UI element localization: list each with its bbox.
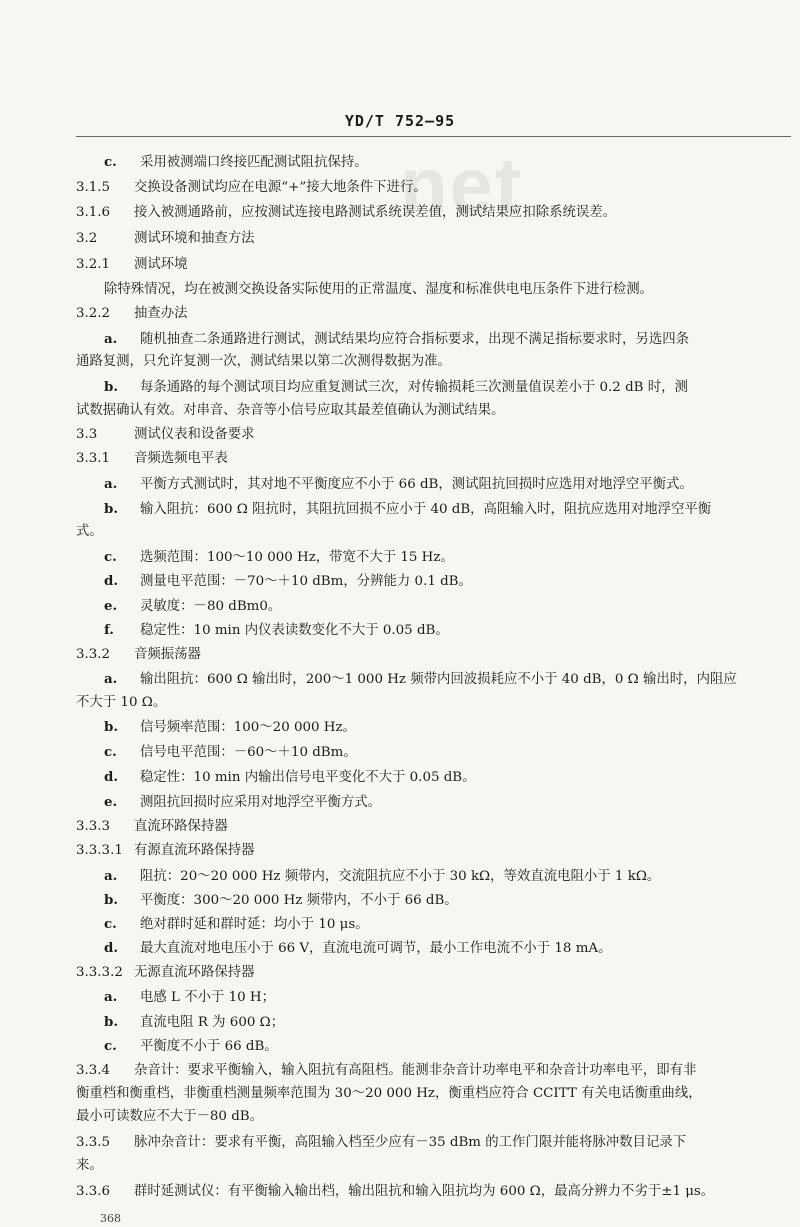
line-text: 交换设备测试均应在电源“+”接大地条件下进行。 [134, 180, 427, 195]
section-line [76, 1133, 792, 1153]
line-text: 通路复测，只允许复测一次，测试结果以第二次测得数据为准。 [76, 354, 451, 369]
line-text: 直流环路保持器 [134, 819, 228, 834]
line-text: 除特殊情况，均在被测交换设备实际使用的正常温度、湿度和标准供电电压条件下进行检测。 [104, 282, 654, 297]
section-line [76, 178, 792, 198]
list-marker: c. [104, 154, 117, 170]
list-item-line [76, 987, 800, 1008]
section-number: 3.3.5 [76, 1135, 111, 1150]
list-marker: b. [104, 1014, 119, 1030]
line-text: 选频范围：100～10 000 Hz，带宽不大于 15 Hz。 [140, 550, 454, 565]
line-text: 信号电平范围：－60～＋10 dBm。 [140, 745, 357, 760]
line-text: 直流电阻 R 为 600 Ω； [140, 1015, 285, 1030]
list-marker: d. [104, 573, 119, 589]
section-number: 3.3.3.1 [76, 843, 123, 858]
watermark: net [400, 141, 523, 229]
line-text: 随机抽查二条通路进行测试，测试结果均应符合指标要求，出现不满足指标要求时，另选四条 [140, 332, 690, 347]
section-number: 3.3.2 [76, 647, 111, 662]
section-number: 3.2.2 [76, 306, 111, 321]
section-line [76, 203, 792, 223]
list-marker: b. [104, 892, 119, 908]
list-item-line [76, 792, 800, 813]
list-item-line [76, 329, 800, 350]
line-text: 测试环境和抽查方法 [134, 231, 255, 246]
line-text: 稳定性：10 min 内输出信号电平变化不大于 0.05 dB。 [140, 770, 476, 785]
section-number: 3.3.6 [76, 1184, 111, 1199]
line-text: 平衡度不小于 66 dB。 [140, 1039, 278, 1054]
line-text: 输入阻抗：600 Ω 阻抗时，其阻抗回损不应小于 40 dB，高阻输入时，阻抗应选用对地浮空平衡 [140, 502, 712, 517]
list-marker: c. [104, 916, 117, 932]
line-text: 最小可读数应不大于－80 dB。 [76, 1109, 264, 1124]
document-header: YD/T 752—95 [344, 112, 456, 130]
section-number: 3.3.1 [76, 451, 111, 466]
line-text: 平衡方式测试时，其对地不平衡度应不小于 66 dB，测试阻抗回损时应选用对地浮空平衡式。 [140, 477, 693, 492]
list-marker: f. [104, 622, 114, 638]
list-marker: b. [104, 379, 119, 395]
text-line [76, 1107, 792, 1127]
section-number: 3.2.1 [76, 257, 111, 272]
page-number: 368 [100, 1212, 121, 1225]
list-marker: a. [104, 868, 118, 884]
line-text: 音频振荡器 [134, 647, 201, 662]
section-line [76, 645, 792, 665]
line-text: 绝对群时延和群时延：均小于 10 μs。 [140, 917, 369, 932]
list-marker: a. [104, 671, 118, 687]
line-text: 不大于 10 Ω。 [76, 695, 167, 710]
list-item-line [76, 914, 800, 935]
line-text: 杂音计：要求平衡输入，输入阻抗有高阻档。能测非杂音计功率电平和杂音计功率电平，即有非 [134, 1063, 697, 1078]
line-text: 稳定性：10 min 内仪表读数变化不大于 0.05 dB。 [140, 623, 449, 638]
list-marker: c. [104, 549, 117, 565]
text-line [76, 693, 792, 713]
section-number: 3.1.5 [76, 180, 111, 195]
list-item-line [76, 717, 800, 738]
list-marker: e. [104, 598, 118, 614]
list-marker: a. [104, 989, 118, 1005]
section-line [76, 841, 792, 861]
list-marker: c. [104, 1038, 117, 1054]
section-number: 3.1.6 [76, 205, 111, 220]
line-text: 阻抗：20～20 000 Hz 频带内，交流阻抗应不小于 30 kΩ，等效直流电阻小于 1 kΩ。 [140, 869, 661, 884]
text-line [76, 522, 792, 542]
section-line [76, 449, 792, 469]
section-number: 3.3.4 [76, 1063, 111, 1078]
section-line [76, 1182, 792, 1202]
line-text: 灵敏度：－80 dBm0。 [140, 599, 282, 614]
line-text: 试数据确认有效。对串音、杂音等小信号应取其最差值确认为测试结果。 [76, 403, 505, 418]
line-text: 脉冲杂音计：要求有平衡，高阻输入档至少应有－35 dBm 的工作门限并能将脉冲数目记录下 [134, 1135, 687, 1150]
list-item-line [76, 938, 800, 959]
list-item-line [76, 866, 800, 887]
section-line [76, 425, 792, 445]
list-marker: d. [104, 769, 119, 785]
line-text: 音频选频电平表 [134, 451, 228, 466]
list-marker: a. [104, 331, 118, 347]
line-text: 无源直流环路保持器 [134, 965, 255, 980]
line-text: 平衡度：300～20 000 Hz 频带内，不小于 66 dB。 [140, 893, 458, 908]
text-line [76, 1084, 792, 1104]
list-item-line [76, 669, 800, 690]
list-item-line [76, 571, 800, 592]
list-marker: d. [104, 940, 119, 956]
list-item-line [76, 547, 800, 568]
line-text: 有源直流环路保持器 [134, 843, 255, 858]
header-rule [76, 136, 791, 137]
line-text: 来。 [76, 1158, 103, 1173]
list-item-line [76, 596, 800, 617]
list-item-line [76, 767, 800, 788]
section-line [76, 817, 792, 837]
section-line [76, 255, 792, 275]
line-text: 衡重档和衡重档，非衡重档测量频率范围为 30～20 000 Hz，衡重档应符合 CCITT 有关电话衡重曲线， [76, 1086, 702, 1101]
list-item-line [76, 1036, 800, 1057]
section-line [76, 1061, 792, 1081]
line-text: 接入被测通路前，应按测试连接电路测试系统误差值，测试结果应扣除系统误差。 [134, 205, 617, 220]
section-line [76, 229, 792, 249]
line-text: 输出阻抗：600 Ω 输出时，200～1 000 Hz 频带内回波损耗应不小于 40 dB，0 Ω 输出时，内阻应 [140, 672, 737, 687]
text-line [76, 352, 792, 372]
list-item-line [76, 377, 800, 398]
list-marker: c. [104, 744, 117, 760]
section-number: 3.3 [76, 427, 98, 442]
text-line [76, 401, 792, 421]
line-text: 每条通路的每个测试项目均应重复测试三次，对传输损耗三次测量值误差小于 0.2 dB 时，测 [140, 380, 688, 395]
line-text: 测试环境 [134, 257, 188, 272]
list-marker: b. [104, 719, 119, 735]
list-item-line [76, 499, 800, 520]
section-number: 3.2 [76, 231, 98, 246]
line-text: 采用被测端口终接匹配测试阻抗保持。 [140, 155, 368, 170]
section-line [76, 963, 792, 983]
section-line [76, 304, 792, 324]
text-line [76, 280, 800, 300]
text-line [76, 1156, 792, 1176]
line-text: 信号频率范围：100～20 000 Hz。 [140, 720, 356, 735]
line-text: 群时延测试仪：有平衡输入输出档，输出阻抗和输入阻抗均为 600 Ω，最高分辨力不劣于±1 μs。 [134, 1184, 715, 1199]
list-marker: e. [104, 794, 118, 810]
list-item-line [76, 152, 800, 173]
list-marker: a. [104, 476, 118, 492]
line-text: 抽查办法 [134, 306, 188, 321]
section-number: 3.3.3 [76, 819, 111, 834]
line-text: 测量电平范围：－70～＋10 dBm，分辨能力 0.1 dB。 [140, 574, 472, 589]
list-item-line [76, 1012, 800, 1033]
list-item-line [76, 890, 800, 911]
line-text: 式。 [76, 524, 103, 539]
line-text: 最大直流对地电压小于 66 V，直流电流可调节，最小工作电流不小于 18 mA。 [140, 941, 612, 956]
list-item-line [76, 474, 800, 495]
list-item-line [76, 742, 800, 763]
line-text: 测试仪表和设备要求 [134, 427, 255, 442]
section-number: 3.3.3.2 [76, 965, 123, 980]
line-text: 测阻抗回损时应采用对地浮空平衡方式。 [140, 795, 382, 810]
line-text: 电感 L 不小于 10 H； [140, 990, 275, 1005]
list-item-line [76, 620, 800, 641]
list-marker: b. [104, 501, 119, 517]
